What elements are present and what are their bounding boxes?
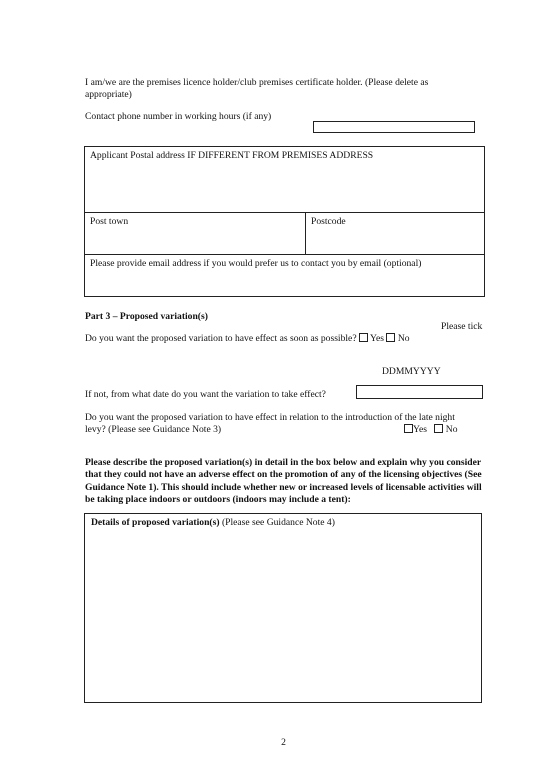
page-number: 2 bbox=[281, 737, 286, 748]
details-label: Details of proposed variation(s) bbox=[91, 517, 220, 528]
please-tick-label: Please tick bbox=[441, 321, 483, 332]
part3-heading: Part 3 – Proposed variation(s) bbox=[85, 311, 208, 322]
holder-statement: I am/we are the premises licence holder/club premises certificate holder. (Please delete as appropriate) bbox=[85, 77, 429, 101]
postal-address-box bbox=[84, 146, 485, 297]
asap-question: Do you want the proposed variation to have effect as soon as possible? bbox=[85, 333, 357, 344]
effect-date-question: If not, from what date do you want the variation to take effect? bbox=[85, 389, 326, 400]
post-town-label: Post town bbox=[90, 216, 129, 227]
levy-question-line2: levy? (Please see Guidance Note 3) bbox=[85, 424, 222, 435]
contact-phone-input[interactable] bbox=[313, 121, 475, 133]
levy-options bbox=[404, 424, 458, 436]
details-heading bbox=[91, 517, 335, 529]
levy-no-checkbox[interactable] bbox=[434, 424, 443, 433]
email-field[interactable] bbox=[85, 255, 484, 295]
post-town-field[interactable] bbox=[85, 213, 306, 255]
levy-no-label: No bbox=[445, 424, 458, 435]
variation-details-box[interactable] bbox=[84, 513, 482, 703]
variation-instruction: Please describe the proposed variation(s) in detail in the box below and explain why you consider that they could not have an adverse effect on the promotion of any of the licensing objectives (See Guidance Note 1). This should include whether new or increased levels of licensable activities will be taking place indoors or outdoors (indoors may include a tent): bbox=[85, 457, 482, 505]
effect-date-input[interactable] bbox=[356, 385, 483, 399]
asap-no-checkbox[interactable] bbox=[386, 333, 395, 342]
postcode-field[interactable] bbox=[306, 213, 484, 255]
postcode-label: Postcode bbox=[311, 216, 346, 227]
asap-yes-checkbox[interactable] bbox=[359, 333, 368, 342]
email-label: Please provide email address if you would prefer us to contact you by email (optional) bbox=[90, 258, 422, 269]
asap-no-label: No bbox=[397, 333, 410, 344]
details-note: (Please see Guidance Note 4) bbox=[221, 517, 335, 528]
levy-yes-checkbox[interactable] bbox=[404, 424, 413, 433]
postal-address-field[interactable] bbox=[85, 147, 484, 213]
levy-yes-label: Yes bbox=[413, 424, 427, 435]
postal-address-label: Applicant Postal address IF DIFFERENT FROM PREMISES ADDRESS bbox=[90, 150, 374, 161]
asap-yes-label: Yes bbox=[370, 333, 384, 344]
levy-question-line1: Do you want the proposed variation to have effect in relation to the introduction of the late night bbox=[85, 412, 455, 423]
contact-phone-label: Contact phone number in working hours (if any) bbox=[85, 111, 272, 122]
asap-question-row bbox=[85, 333, 410, 345]
date-format-label: DDMMYYYY bbox=[382, 366, 441, 377]
